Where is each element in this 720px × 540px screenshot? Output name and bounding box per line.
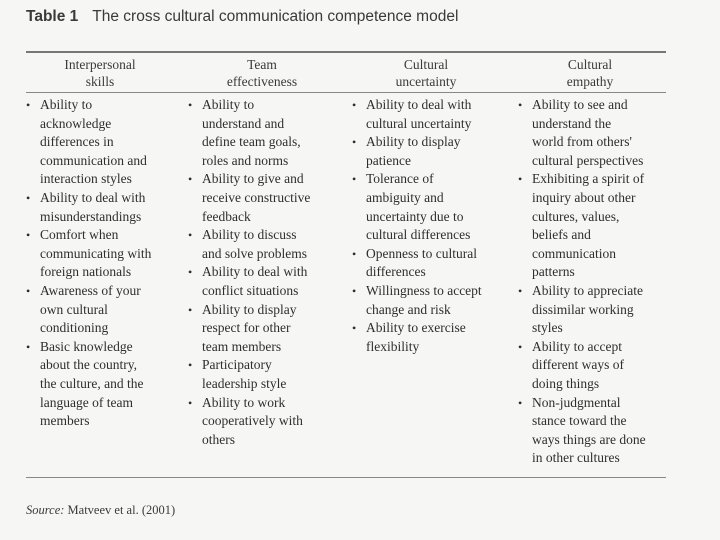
list-item-line: team members — [202, 338, 282, 354]
list-item-line: • Ability to exercise — [366, 320, 466, 336]
list-item — [188, 301, 338, 357]
list-item-line: • Ability to see and — [532, 97, 628, 112]
list-item-line: • Participatory — [202, 357, 272, 373]
header-rule — [26, 92, 666, 93]
list-item-line: cultural uncertainty — [366, 115, 472, 131]
list-item — [26, 338, 176, 431]
list-item-line: patterns — [532, 264, 575, 280]
list-item-line: • Tolerance of — [366, 171, 434, 187]
list-item-line: doing things — [532, 375, 600, 391]
list-item-line: understand the — [532, 115, 612, 131]
list-item-line: acknowledge — [40, 115, 112, 131]
list-item-line: differences — [366, 264, 426, 280]
list-item-line: stance toward the — [532, 413, 627, 429]
list-item-line: the culture, and the — [40, 375, 144, 391]
list-item — [26, 226, 176, 282]
list-item-line: define team goals, — [202, 134, 301, 150]
list-item — [26, 189, 176, 226]
list-item-line: change and risk — [366, 301, 451, 317]
list-item-line: • Ability to deal with — [366, 97, 472, 112]
list-item-line: cultural differences — [366, 227, 471, 243]
list-item-line: communication — [532, 245, 616, 261]
list-item-line: dissimilar working — [532, 301, 634, 317]
list-item — [352, 319, 507, 356]
list-item-line: • Basic knowledge — [40, 338, 133, 354]
list-item-line: ways things are done — [532, 431, 646, 447]
bottom-rule — [26, 477, 666, 478]
list-item-line: • Ability to appreciate — [532, 282, 643, 298]
list-item-line: members — [40, 413, 90, 429]
list-item-line: • Ability to deal with — [202, 264, 308, 280]
list-item — [518, 96, 678, 170]
list-item — [352, 96, 507, 133]
list-item — [518, 338, 678, 394]
list-item-line: communication and — [40, 152, 147, 168]
list-item-line: different ways of — [532, 357, 624, 373]
list-item-line: foreign nationals — [40, 264, 132, 280]
list-item-line: • Willingness to accept — [366, 282, 482, 298]
list-item-line: receive constructive — [202, 189, 311, 205]
list-item-line: • Ability to display — [366, 134, 461, 150]
list-item-line: • Comfort when — [40, 227, 119, 243]
list-item — [352, 282, 507, 319]
list-item — [518, 394, 678, 468]
list-item-line: • Ability to — [202, 97, 255, 112]
list-item-line: • Ability to deal with — [40, 189, 146, 205]
list-item — [188, 226, 338, 263]
list-item-line: world from others' — [532, 134, 632, 150]
list-item-line: understand and — [202, 115, 285, 131]
list-item-line: misunderstandings — [40, 208, 142, 224]
column-team-effectiveness — [188, 96, 338, 449]
column-header-cultural-empathy: Cultural empathy — [566, 57, 614, 89]
list-item-line: uncertainty due to — [366, 208, 464, 224]
source-label: Source: — [26, 503, 65, 517]
list-item-line: styles — [532, 320, 563, 336]
list-item-line: roles and norms — [202, 152, 289, 168]
list-item — [352, 245, 507, 282]
list-item-line: • Non-judgmental — [532, 394, 621, 410]
list-item-line: interaction styles — [40, 171, 132, 187]
source-text: Matveev et al. (2001) — [64, 503, 176, 517]
column-header-team-effectiveness: Team effectiveness — [226, 57, 298, 89]
table-caption: The cross cultural communication competence model — [92, 8, 459, 25]
column-cultural-uncertainty — [352, 96, 507, 356]
list-item-line: • Awareness of your — [40, 282, 141, 298]
table-title — [26, 8, 458, 26]
list-item — [518, 282, 678, 338]
list-item-line: feedback — [202, 208, 251, 224]
list-item-line: cultures, values, — [532, 208, 620, 224]
list-item — [518, 170, 678, 282]
list-item-line: differences in — [40, 134, 114, 150]
column-interpersonal-skills — [26, 96, 176, 431]
list-item-line: conflict situations — [202, 282, 299, 298]
list-item-line: inquiry about other — [532, 189, 636, 205]
list-item — [188, 263, 338, 300]
list-item-line: • Ability to display — [202, 301, 297, 317]
list-item-line: patience — [366, 152, 411, 168]
list-item-line: own cultural — [40, 301, 108, 317]
list-item-line: cultural perspectives — [532, 152, 644, 168]
list-item-line: language of team — [40, 394, 133, 410]
column-cultural-empathy — [518, 96, 678, 468]
top-rule — [26, 51, 666, 53]
list-item-line: cooperatively with — [202, 413, 303, 429]
table-label: Table 1 — [26, 8, 79, 25]
list-item-line: • Ability to — [40, 97, 93, 112]
list-item-line: in other cultures — [532, 450, 620, 466]
list-item-line: • Exhibiting a spirit of — [532, 171, 645, 187]
list-item — [188, 96, 338, 170]
list-item-line: • Ability to accept — [532, 338, 622, 354]
list-item-line: flexibility — [366, 338, 420, 354]
list-item-line: and solve problems — [202, 245, 307, 261]
list-item-line: • Openness to cultural — [366, 245, 477, 261]
list-item — [188, 356, 338, 393]
list-item — [26, 282, 176, 338]
list-item — [188, 170, 338, 226]
list-item — [188, 394, 338, 450]
column-header-interpersonal-skills: Interpersonal skills — [64, 57, 136, 89]
list-item-line: beliefs and — [532, 227, 591, 243]
list-item-line: others — [202, 431, 235, 447]
list-item-line: leadership style — [202, 375, 287, 391]
list-item-line: about the country, — [40, 357, 137, 373]
list-item-line: ambiguity and — [366, 189, 444, 205]
list-item — [26, 96, 176, 189]
list-item-line: • Ability to discuss — [202, 227, 297, 243]
list-item-line: communicating with — [40, 245, 152, 261]
list-item-line: • Ability to work — [202, 394, 286, 410]
list-item-line: conditioning — [40, 320, 109, 336]
list-item-line: • Ability to give and — [202, 171, 304, 187]
list-item — [352, 133, 507, 170]
source-note — [26, 503, 175, 518]
list-item — [352, 170, 507, 244]
list-item-line: respect for other — [202, 320, 291, 336]
column-header-cultural-uncertainty: Cultural uncertainty — [395, 57, 457, 89]
